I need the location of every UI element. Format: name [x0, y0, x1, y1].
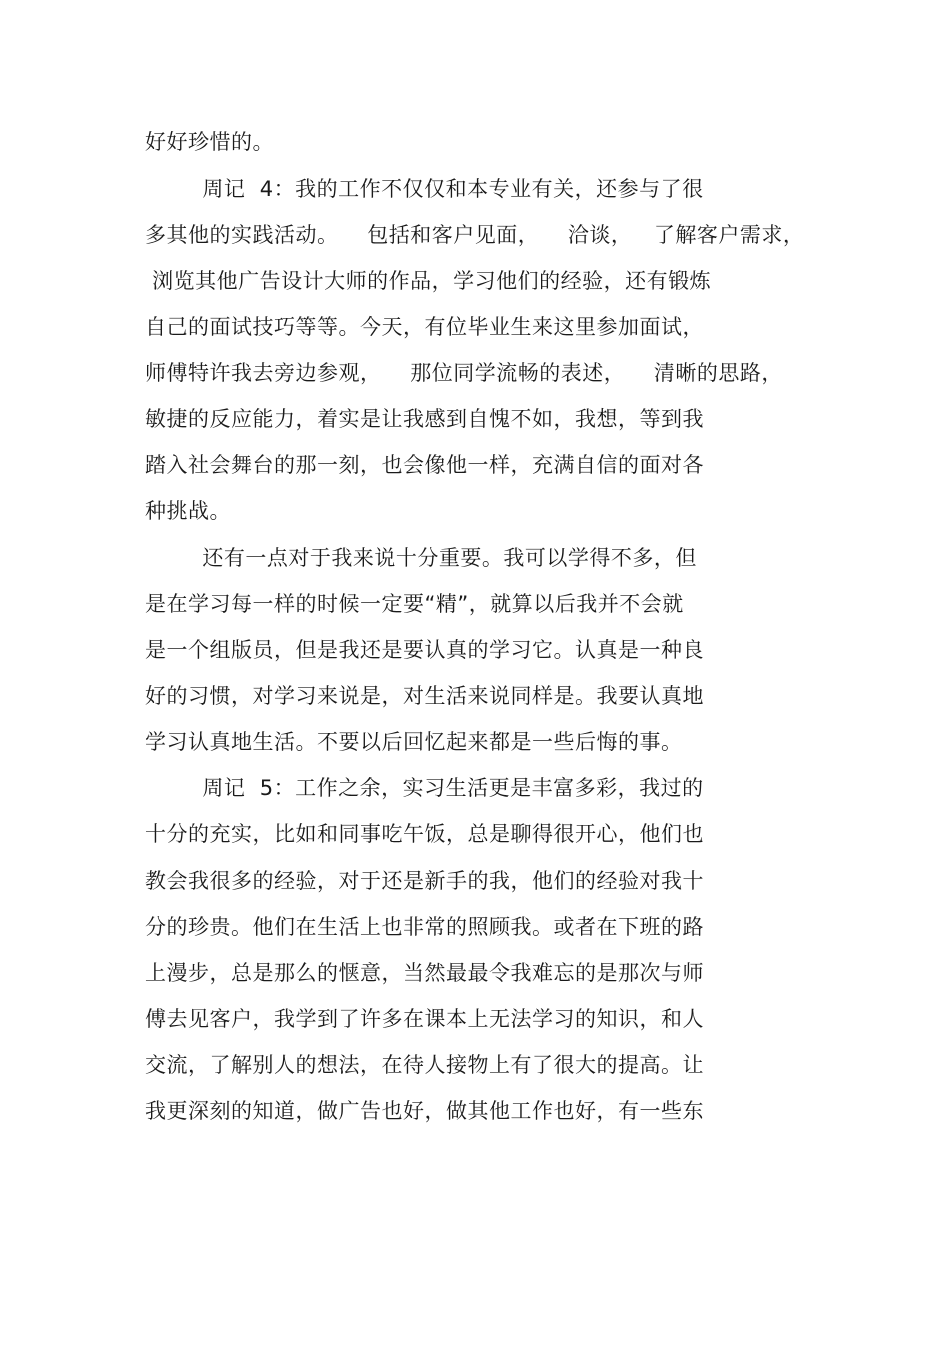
text-line: 十分的充实，比如和同事吃午饭，总是聊得很开心，他们也 [145, 822, 704, 846]
text-line: 多其他的实践活动。 包括和客户见面， 洽谈， 了解客户需求， [145, 223, 805, 247]
text-line: 分的珍贵。他们在生活上也非常的照顾我。或者在下班的路 [145, 915, 704, 939]
text-line: 还有一点对于我来说十分重要。我可以学得不多，但 [145, 546, 697, 570]
text-line: 教会我很多的经验，对于还是新手的我，他们的经验对我十 [145, 869, 704, 893]
text-line: 我更深刻的知道，做广告也好，做其他工作也好，有一些东 [145, 1099, 704, 1123]
text-line: 上漫步，总是那么的惬意，当然最最令我难忘的是那次与师 [145, 961, 704, 985]
text-line: 交流，了解别人的想法，在待人接物上有了很大的提高。让 [145, 1053, 704, 1077]
text-line: 浏览其他广告设计大师的作品，学习他们的经验，还有锻炼 [145, 269, 712, 293]
text-line: 学习认真地生活。不要以后回忆起来都是一些后悔的事。 [145, 730, 683, 754]
text-line: 是一个组版员，但是我还是要认真的学习它。认真是一种良 [145, 638, 704, 662]
text-line: 周记 5：工作之余，实习生活更是丰富多彩，我过的 [145, 776, 704, 800]
text-line: 好的习惯，对学习来说是，对生活来说同样是。我要认真地 [145, 684, 704, 708]
text-line: 踏入社会舞台的那一刻，也会像他一样，充满自信的面对各 [145, 453, 704, 477]
text-line: 师傅特许我去旁边参观， 那位同学流畅的表述， 清晰的思路， [145, 361, 783, 385]
text-line: 敏捷的反应能力，着实是让我感到自愧不如，我想，等到我 [145, 407, 704, 431]
text-line: 自己的面试技巧等等。今天，有位毕业生来这里参加面试， [145, 315, 704, 339]
text-line: 是在学习每一样的时候一定要“精”，就算以后我并不会就 [145, 592, 684, 616]
text-line: 好好珍惜的。 [145, 130, 274, 154]
text-line: 傅去见客户，我学到了许多在课本上无法学习的知识，和人 [145, 1007, 704, 1031]
text-line: 周记 4：我的工作不仅仅和本专业有关，还参与了很 [145, 177, 704, 201]
text-line: 种挑战。 [145, 499, 231, 523]
